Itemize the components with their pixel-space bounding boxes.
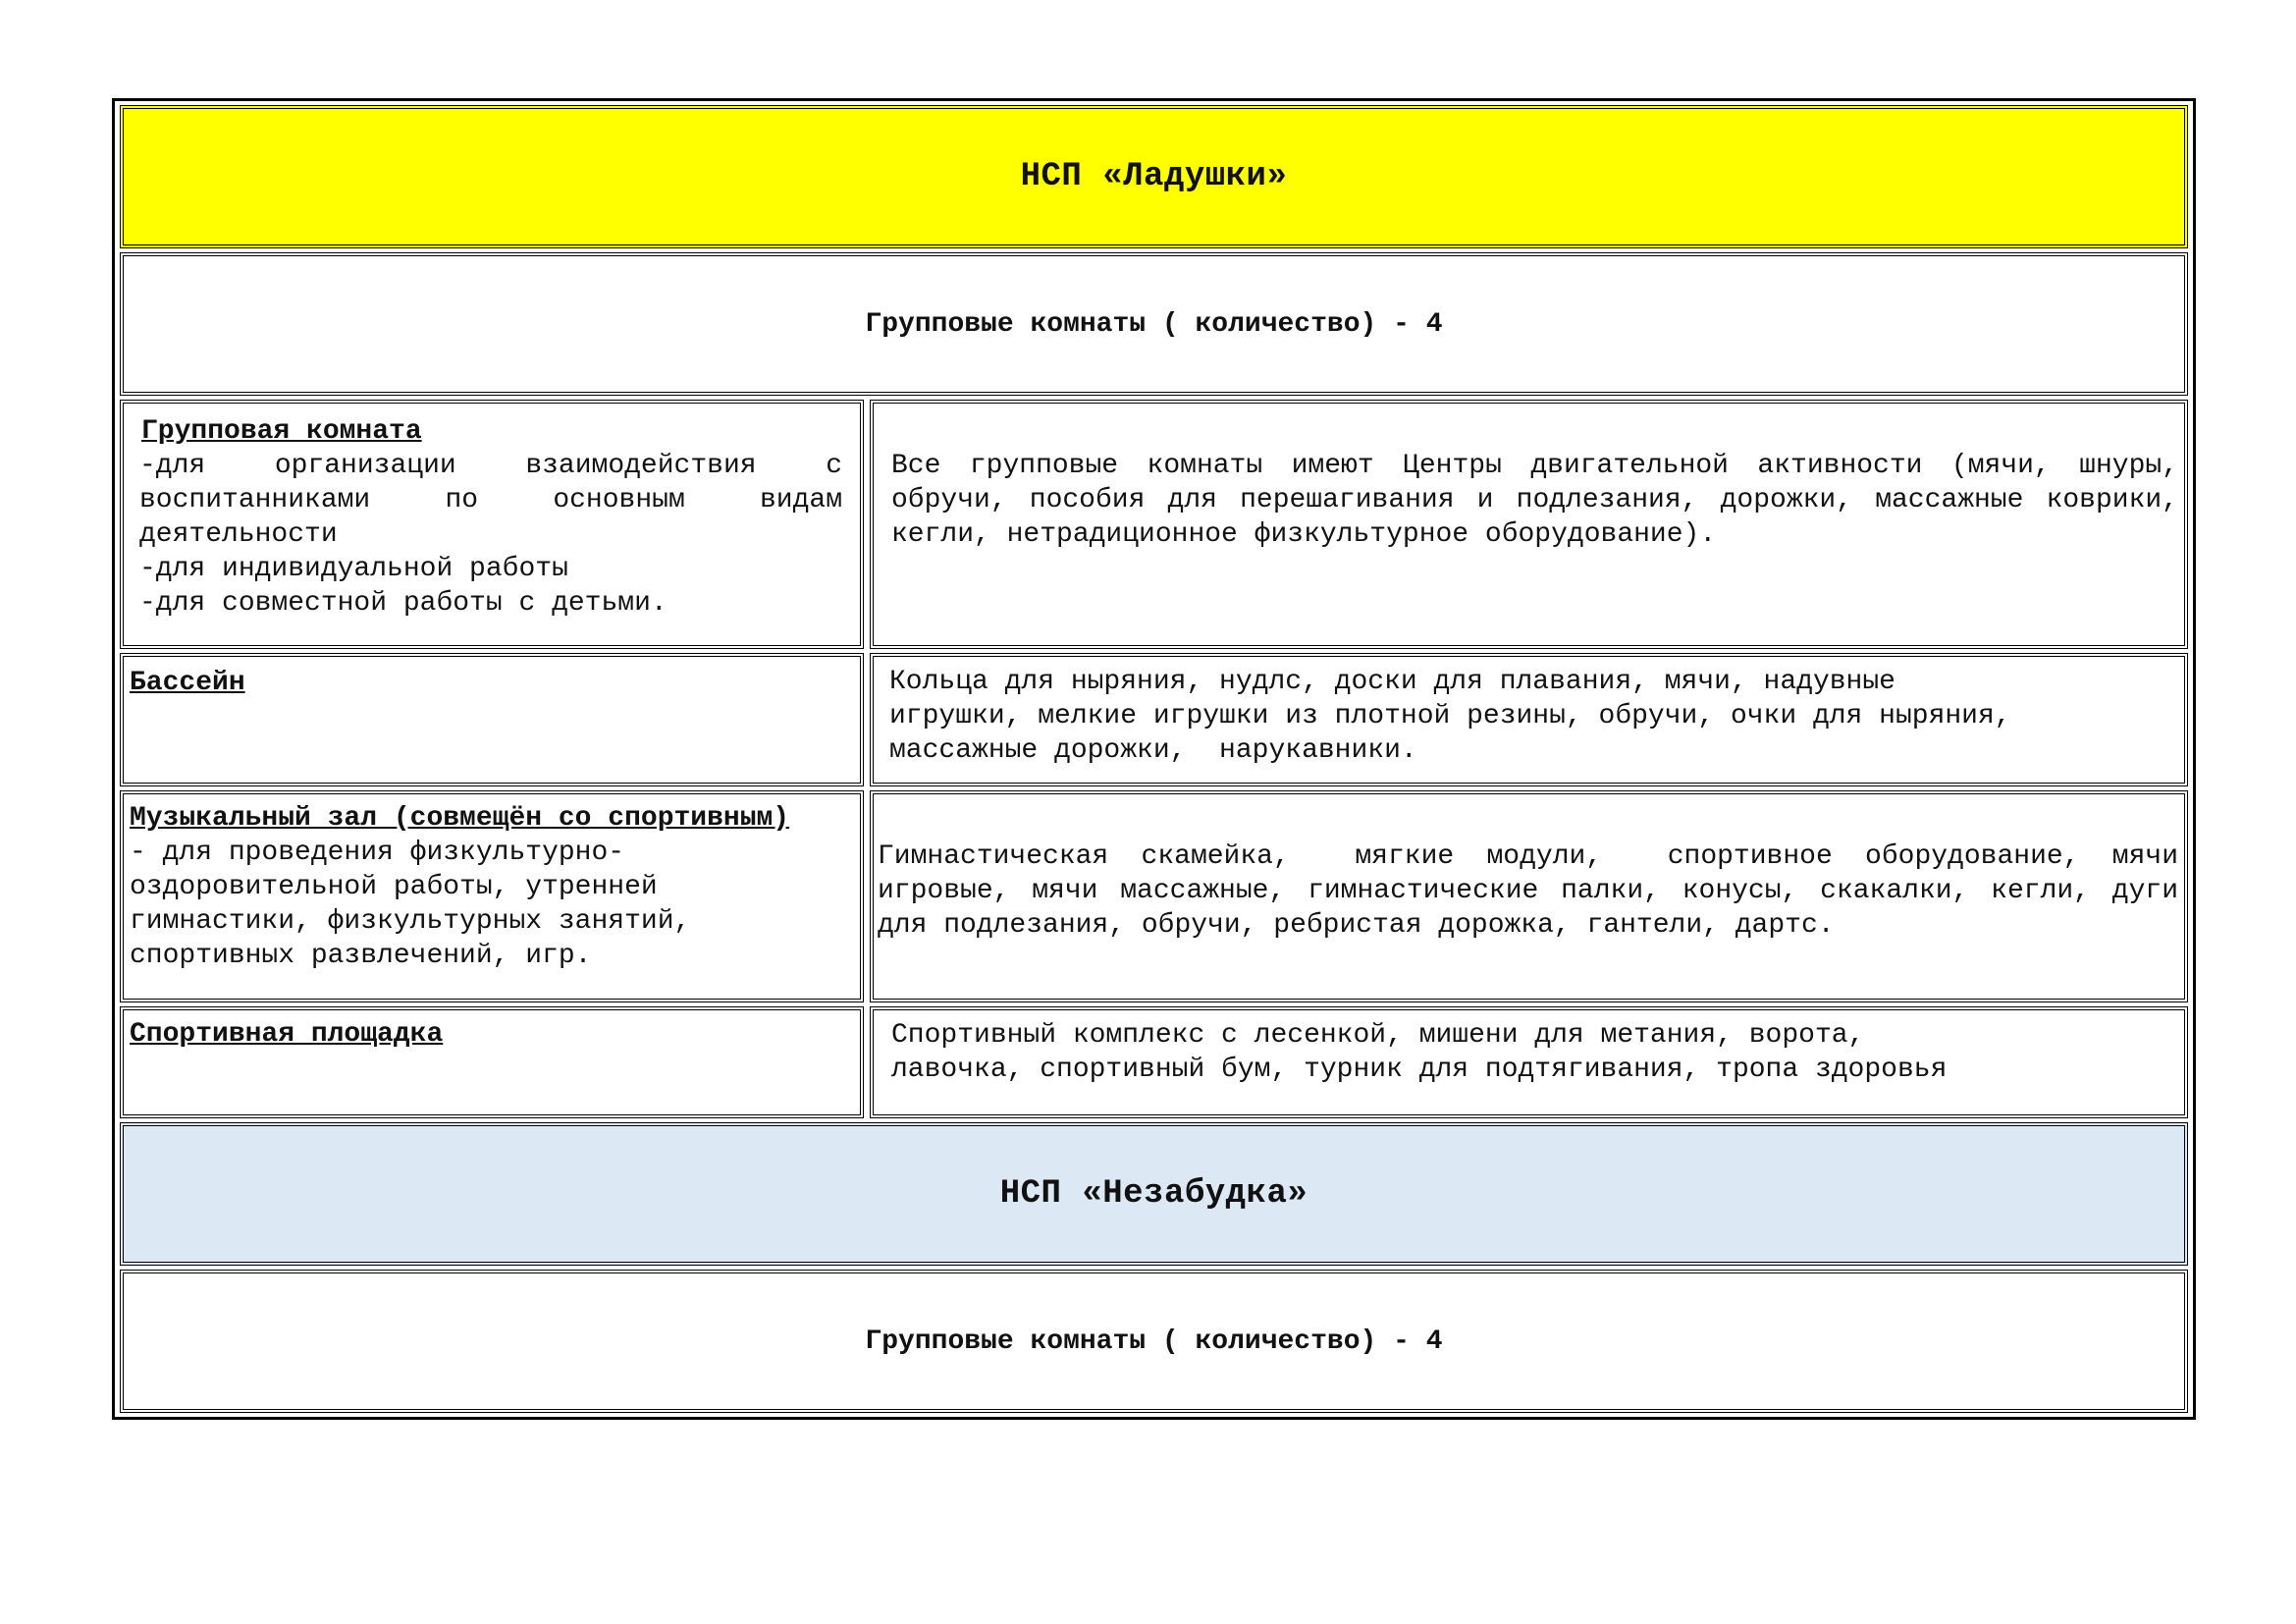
row-label: Музыкальный зал (совмещён со спортивным) (130, 803, 790, 834)
row-right-text: Все групповые комнаты имеют Центры двигательной активности (мячи, шнуры, обручи, пособия для перешагивания и подлезания, дорожки, массажные коврики, кегли, нетрадиционное физкультурное оборудование). (891, 451, 2195, 550)
ladushki-header-cell (120, 105, 2188, 248)
row-right-text: Гимнастическая скамейка, мягкие модули, спортивное оборудование, мячи игровые, мячи массажные, гимнастические палки, конусы, скакалки, кегли, дуги для подлезания, обручи, ребристая дорожка, гантели, дартс. (878, 841, 2195, 941)
row-label: Групповая комната (141, 416, 422, 447)
row-left-text: - для проведения физкультурно- оздоровительной работы, утренней гимнастики, физкультурных занятий, спортивных развлечений, игр. (130, 838, 691, 971)
facilities-table (112, 98, 2196, 1420)
table-row (120, 400, 2195, 649)
row-label: Спортивная площадка (130, 1019, 444, 1050)
table-row (120, 790, 2195, 1002)
nezabudka-title: НСП «Незабудка» (999, 1175, 1308, 1213)
nezabudka-rooms-row (120, 1270, 2188, 1413)
nezabudka-rooms-count: Групповые комнаты ( количество) - 4 (865, 1326, 1443, 1357)
nezabudka-rooms-cell (120, 1270, 2188, 1413)
ladushki-rooms-row (120, 252, 2188, 396)
ladushki-title: НСП «Ладушки» (1020, 158, 1288, 195)
row-content-cell (870, 790, 2195, 1002)
nezabudka-header-row (120, 1122, 2188, 1266)
row-label-cell (120, 790, 864, 1002)
row-content-cell (870, 653, 2188, 786)
row-label-cell (120, 1006, 864, 1118)
table-row (120, 1006, 2188, 1118)
ladushki-rooms-count: Групповые комнаты ( количество) - 4 (865, 308, 1443, 340)
row-label: Бассейн (130, 668, 245, 698)
row-left-text: -для организации взаимодействия с воспитанниками по основным видам деятельности -для индивидуальной работы -для совместной работы с детьми. (139, 451, 842, 619)
row-label-cell (120, 400, 864, 649)
ladushki-header-row (120, 105, 2188, 248)
table-row (120, 653, 2188, 786)
row-right-text: Спортивный комплекс с лесенкой, мишени для метания, ворота, лавочка, спортивный бум, турник для подтягивания, тропа здоровья (891, 1020, 1948, 1085)
row-content-cell (870, 400, 2195, 649)
row-label-cell (120, 653, 864, 786)
ladushki-rooms-cell (120, 252, 2188, 396)
row-right-text: Кольца для ныряния, нудлс, доски для плавания, мячи, надувные игрушки, мелкие игрушки из плотной резины, обручи, очки для ныряния, массажные дорожки, нарукавники. (889, 667, 2011, 766)
row-content-cell (870, 1006, 2188, 1118)
nezabudka-header-cell (120, 1122, 2188, 1266)
